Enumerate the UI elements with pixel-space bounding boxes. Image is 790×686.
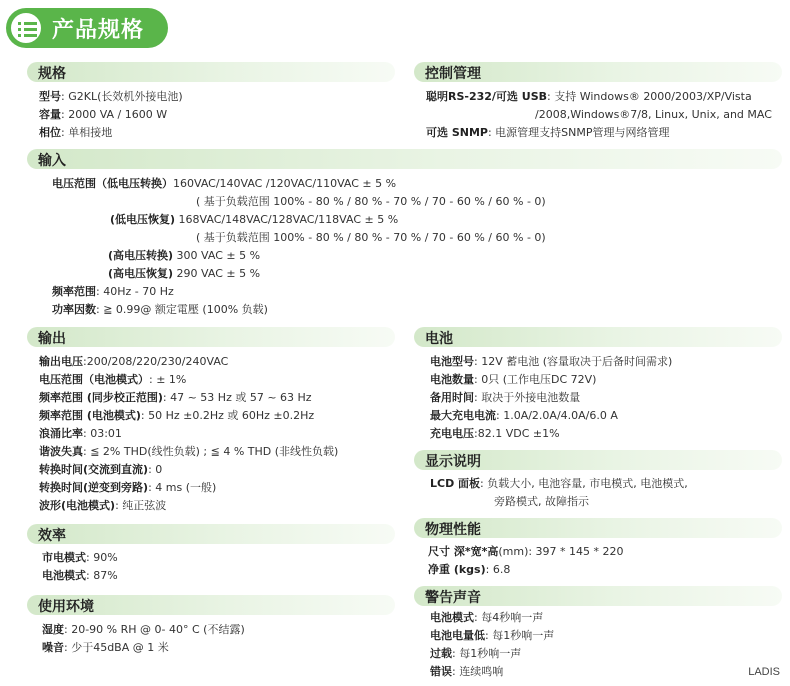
section-header-environment: 使用环境 [27,595,395,615]
section-header-output: 输出 [27,327,395,347]
output-row: 频率范围 (同步校正范围): 47 ~ 53 Hz 或 57 ~ 63 Hz [39,391,312,404]
control-row: 可选 SNMP: 电源管理支持SNMP管理与网络管理 [426,126,670,139]
section-header-physical: 物理性能 [414,518,782,538]
input-row: 电压范围（低电压转换）160VAC/140VAC /120VAC/110VAC ± 5 % [52,177,397,190]
battery-row: 电池型号: 12V 蓄电池 (容量取决于后备时间需求) [430,355,673,368]
battery-row: 电池数量: 0只 (工作电压DC 72V) [430,373,597,386]
battery-row: 最大充电电流: 1.0A/2.0A/4.0A/6.0 A [430,409,618,422]
battery-row: 备用时间: 取决于外接电池数量 [430,391,581,404]
alarm-row: 电池模式: 每4秒响一声 [430,611,544,624]
alarm-row: 过载: 每1秒响一声 [430,647,522,660]
input-row: (高电压恢复) 290 VAC ± 5 % [108,267,261,280]
input-row: (高电压转换) 300 VAC ± 5 % [108,249,261,262]
output-row: 波形(电池模式): 纯正弦波 [39,499,167,512]
section-header-spec: 规格 [27,62,395,82]
output-row: 输出电压:200/208/220/230/240VAC [39,355,229,368]
section-header-efficiency: 效率 [27,524,395,544]
physical-row: 净重 (kgs): 6.8 [428,563,511,576]
control-row: 聪明RS-232/可选 USB: 支持 Windows® 2000/2003/XP/Vista [426,90,752,103]
section-header-alarm: 警告声音 [414,586,782,606]
spec-row: 型号: G2KL(长效机外接电池) [39,90,183,103]
section-header-control: 控制管理 [414,62,782,82]
efficiency-row: 市电模式: 90% [42,551,118,564]
page-title-banner [6,8,168,48]
output-row: 转换时间(交流到直流): 0 [39,463,163,476]
input-row: ( 基于负载范围 100% - 80 % / 80 % - 70 % / 70 - 60 % / 60 % - 0) [196,195,546,208]
section-header-input: 输入 [27,149,782,169]
spec-row: 相位: 单相接地 [39,126,113,139]
physical-row: 尺寸 深*宽*高(mm): 397 * 145 * 220 [428,545,624,558]
display-row: LCD 面板: 负载大小, 电池容量, 市电模式, 电池模式, [430,477,688,490]
output-row: 浪涌比率: 03:01 [39,427,122,440]
input-row: ( 基于负载范围 100% - 80 % / 80 % - 70 % / 70 - 60 % / 60 % - 0) [196,231,546,244]
input-row: (低电压恢复) 168VAC/148VAC/128VAC/118VAC ± 5 % [110,213,399,226]
list-icon [9,11,43,45]
section-header-display: 显示说明 [414,450,782,470]
brand-footer: LADIS [748,666,780,678]
input-row: 频率范围: 40Hz - 70 Hz [52,285,174,298]
alarm-row: 错误: 连续鸣响 [430,665,504,678]
output-row: 转换时间(逆变到旁路): 4 ms (一般) [39,481,217,494]
alarm-row: 电池电量低: 每1秒响一声 [430,629,555,642]
spec-row: 容量: 2000 VA / 1600 W [39,108,168,121]
display-row: 旁路模式, 故障指示 [494,495,589,508]
section-header-battery: 电池 [414,327,782,347]
output-row: 电压范围（电池模式）: ± 1% [39,373,187,386]
efficiency-row: 电池模式: 87% [42,569,118,582]
environment-row: 噪音: 少于45dBA @ 1 米 [42,641,169,654]
environment-row: 湿度: 20-90 % RH @ 0- 40° C (不结露) [42,623,245,636]
control-row: /2008,Windows®7/8, Linux, Unix, and MAC [535,108,772,121]
output-row: 频率范围 (电池模式): 50 Hz ±0.2Hz 或 60Hz ±0.2Hz [39,409,315,422]
input-row: 功率因数: ≧ 0.99@ 额定電壓 (100% 负载) [52,303,268,316]
page-title: 产品规格 [52,18,145,43]
output-row: 谐波失真: ≦ 2% THD(线性负载) ; ≦ 4 % THD (非线性负载) [39,445,339,458]
battery-row: 充电电压:82.1 VDC ±1% [430,427,560,440]
